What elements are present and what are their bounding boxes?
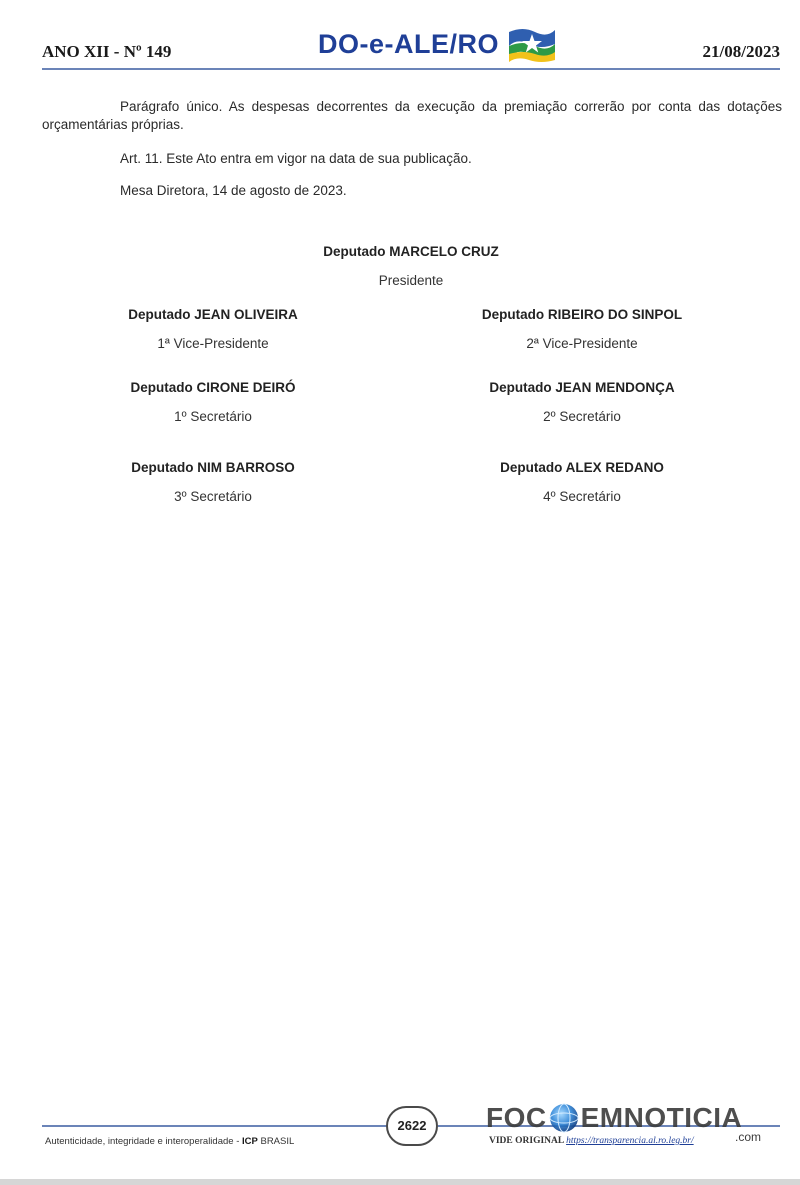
vide-original-label: VIDE ORIGINAL	[489, 1136, 567, 1146]
signatory-name: Deputado RIBEIRO DO SINPOL	[481, 307, 683, 322]
rondonia-flag-icon	[505, 24, 559, 64]
watermark	[486, 1098, 742, 1138]
authenticity-text: Autenticidade, integridade e interoperalidade -	[45, 1136, 242, 1147]
gazette-title: DO-e-ALE/RO	[318, 28, 499, 59]
article-11: Art. 11. Este Ato entra em vigor na data de sua publicação.	[120, 151, 472, 166]
signatory-name: Deputado ALEX REDANO	[500, 460, 664, 475]
signature-block	[63, 380, 363, 424]
paragraph-unico: Parágrafo único. As despesas decorrentes da execução da premiação correrão por conta das dotações orçamentárias próprias.	[42, 99, 782, 132]
signatory-role: 2º Secretário	[543, 409, 621, 424]
place-date: Mesa Diretora, 14 de agosto de 2023.	[120, 183, 347, 198]
brasil-label: BRASIL	[257, 1136, 295, 1147]
gazette-masthead	[318, 24, 559, 64]
signature-president	[261, 244, 561, 288]
signatory-role: 2ª Vice-Presidente	[526, 336, 638, 351]
signature-block	[432, 380, 732, 424]
footer-rule-left	[42, 1125, 387, 1127]
signature-block	[432, 307, 732, 351]
icp-label: ICP	[242, 1136, 258, 1147]
signature-block	[432, 460, 732, 504]
document-header	[42, 14, 780, 70]
signatory-name: Deputado CIRONE DEIRÓ	[130, 380, 296, 395]
watermark-right: EMNOTICIA	[580, 1102, 743, 1133]
signatory-role: 3º Secretário	[174, 489, 252, 504]
watermark-com: .com	[735, 1130, 762, 1144]
globe-icon	[548, 1102, 580, 1134]
issue-number: ANO XII - Nº 149	[42, 42, 172, 61]
page-bottom-border	[0, 1179, 800, 1185]
signatory-name: Deputado MARCELO CRUZ	[323, 244, 499, 259]
signature-block	[63, 460, 363, 504]
page-number: 2622	[386, 1106, 438, 1146]
signatory-role: 4º Secretário	[543, 489, 621, 504]
signatory-role: Presidente	[378, 273, 444, 288]
signatory-name: Deputado JEAN MENDONÇA	[489, 380, 675, 395]
signatory-name: Deputado JEAN OLIVEIRA	[128, 307, 298, 322]
watermark-left: FOC	[486, 1102, 547, 1133]
signatory-role: 1º Secretário	[174, 409, 252, 424]
transparency-link[interactable]: https://transparencia.al.ro.leg.br/	[566, 1136, 694, 1146]
header-rule	[42, 68, 780, 70]
signatory-role: 1ª Vice-Presidente	[157, 336, 269, 351]
authenticity-note	[45, 1136, 294, 1147]
signatory-name: Deputado NIM BARROSO	[131, 460, 295, 475]
signature-block	[63, 307, 363, 351]
issue-date: 21/08/2023	[702, 42, 780, 61]
